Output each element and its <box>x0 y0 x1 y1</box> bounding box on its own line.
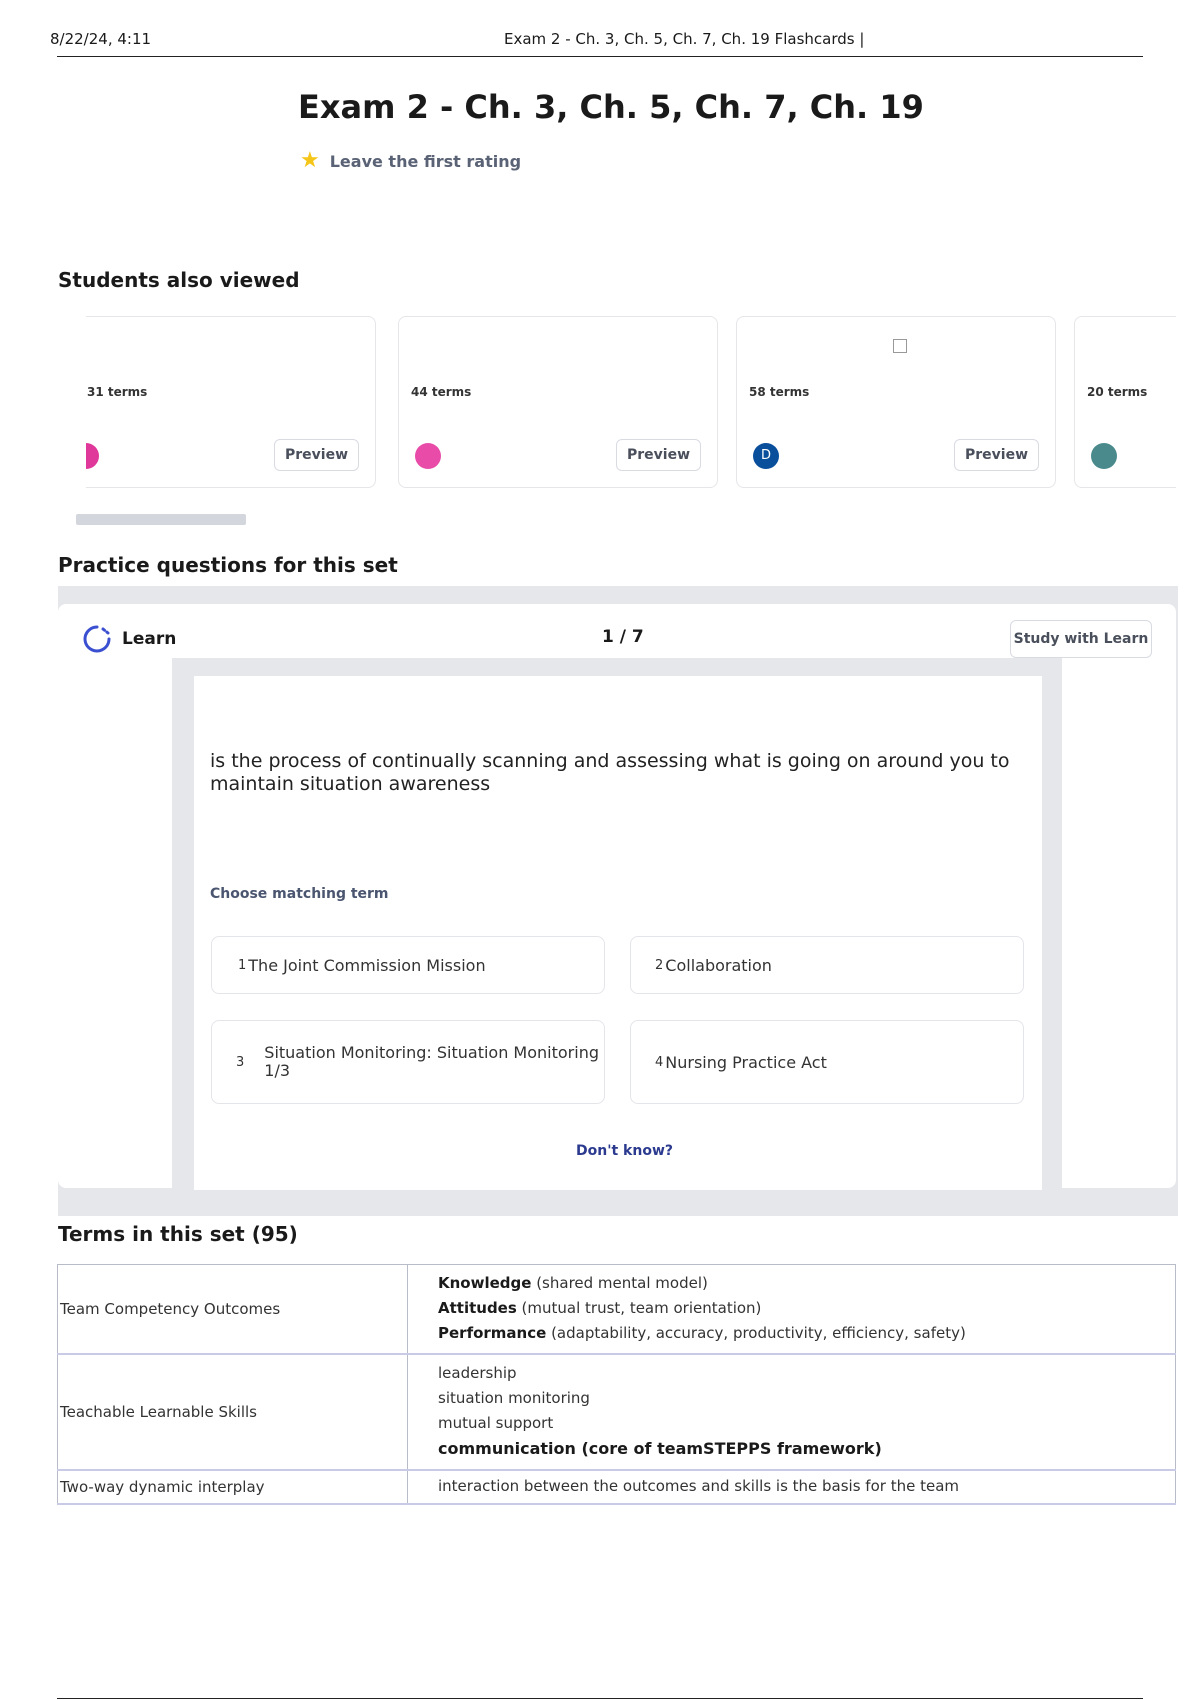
header-divider <box>57 56 1143 57</box>
table-row <box>58 1470 1176 1504</box>
definition-cell <box>408 1265 1176 1354</box>
print-date: 8/22/24, 4:11 <box>50 30 152 48</box>
rating-link[interactable] <box>300 150 521 172</box>
learn-mode-label <box>82 624 176 654</box>
definition-line: communication (core of teamSTEPPS framework) <box>438 1439 882 1458</box>
option-number: 1 <box>238 957 247 973</box>
broken-image-icon <box>893 339 907 353</box>
page-title: Exam 2 - Ch. 3, Ch. 5, Ch. 7, Ch. 19 <box>298 88 924 126</box>
option-text: Collaboration <box>665 955 772 975</box>
option-number: 3 <box>236 1054 245 1070</box>
preview-button[interactable]: Preview <box>274 439 359 471</box>
table-row <box>58 1354 1176 1470</box>
answer-option-3[interactable] <box>211 1020 605 1104</box>
definition-line: leadership <box>438 1364 517 1382</box>
answer-option-1[interactable] <box>211 936 605 994</box>
question-progress: 1 / 7 <box>602 627 644 647</box>
card-term-count: 44 terms <box>411 385 472 399</box>
study-set-card[interactable] <box>736 316 1056 488</box>
choose-prompt: Choose matching term <box>210 886 389 902</box>
option-number: 2 <box>655 957 664 973</box>
option-text: The Joint Commission Mission <box>248 955 486 975</box>
print-title: Exam 2 - Ch. 3, Ch. 5, Ch. 7, Ch. 19 Flashcards | <box>504 30 865 48</box>
learn-label: Learn <box>122 629 177 649</box>
study-with-learn-button[interactable]: Study with Learn <box>1010 620 1152 658</box>
answer-option-4[interactable] <box>630 1020 1024 1104</box>
definition-cell <box>408 1354 1176 1470</box>
terms-heading: Terms in this set (95) <box>58 1222 298 1246</box>
study-set-card[interactable] <box>398 316 718 488</box>
avatar <box>1091 443 1117 469</box>
term-cell: Two-way dynamic interplay <box>58 1470 408 1504</box>
definition-line: interaction between the outcomes and skills is the basis for the team <box>438 1477 960 1495</box>
dont-know-link[interactable]: Don't know? <box>576 1143 674 1159</box>
avatar <box>86 443 99 469</box>
definition-line: situation monitoring <box>438 1389 590 1407</box>
card-term-count: 58 terms <box>749 385 810 399</box>
students-also-viewed-heading: Students also viewed <box>58 268 300 292</box>
card-term-count: 31 terms <box>87 385 148 399</box>
term-cell: Team Competency Outcomes <box>58 1265 408 1354</box>
table-row <box>58 1265 1176 1354</box>
star-icon: ★ <box>300 148 320 173</box>
definition-line: Attitudes (mutual trust, team orientation) <box>438 1299 762 1318</box>
avatar: D <box>753 443 779 469</box>
preview-button[interactable]: Preview <box>954 439 1039 471</box>
practice-heading: Practice questions for this set <box>58 553 398 577</box>
option-text: Situation Monitoring: Situation Monitoring 1/3 <box>264 1043 599 1080</box>
option-number: 4 <box>655 1054 664 1070</box>
option-text: Nursing Practice Act <box>665 1052 827 1072</box>
learn-icon <box>82 624 112 654</box>
definition-line: Performance (adaptability, accuracy, productivity, efficiency, safety) <box>438 1324 966 1343</box>
answer-option-2[interactable] <box>630 936 1024 994</box>
question-text: is the process of continually scanning and assessing what is going on around you to maintain situation awareness <box>210 750 1010 795</box>
rating-label: Leave the first rating <box>329 151 522 171</box>
terms-table <box>57 1264 1176 1505</box>
definition-line: Knowledge (shared mental model) <box>438 1274 708 1293</box>
definition-line: mutual support <box>438 1414 554 1432</box>
preview-button[interactable]: Preview <box>616 439 701 471</box>
carousel-scroll-thumb[interactable] <box>76 514 246 525</box>
study-set-card[interactable] <box>1074 316 1176 488</box>
card-term-count: 20 terms <box>1087 385 1148 399</box>
definition-cell <box>408 1470 1176 1504</box>
footer-divider <box>57 1698 1143 1699</box>
term-cell: Teachable Learnable Skills <box>58 1354 408 1470</box>
study-set-card[interactable] <box>86 316 376 488</box>
students-viewed-carousel <box>86 316 1176 496</box>
avatar <box>415 443 441 469</box>
